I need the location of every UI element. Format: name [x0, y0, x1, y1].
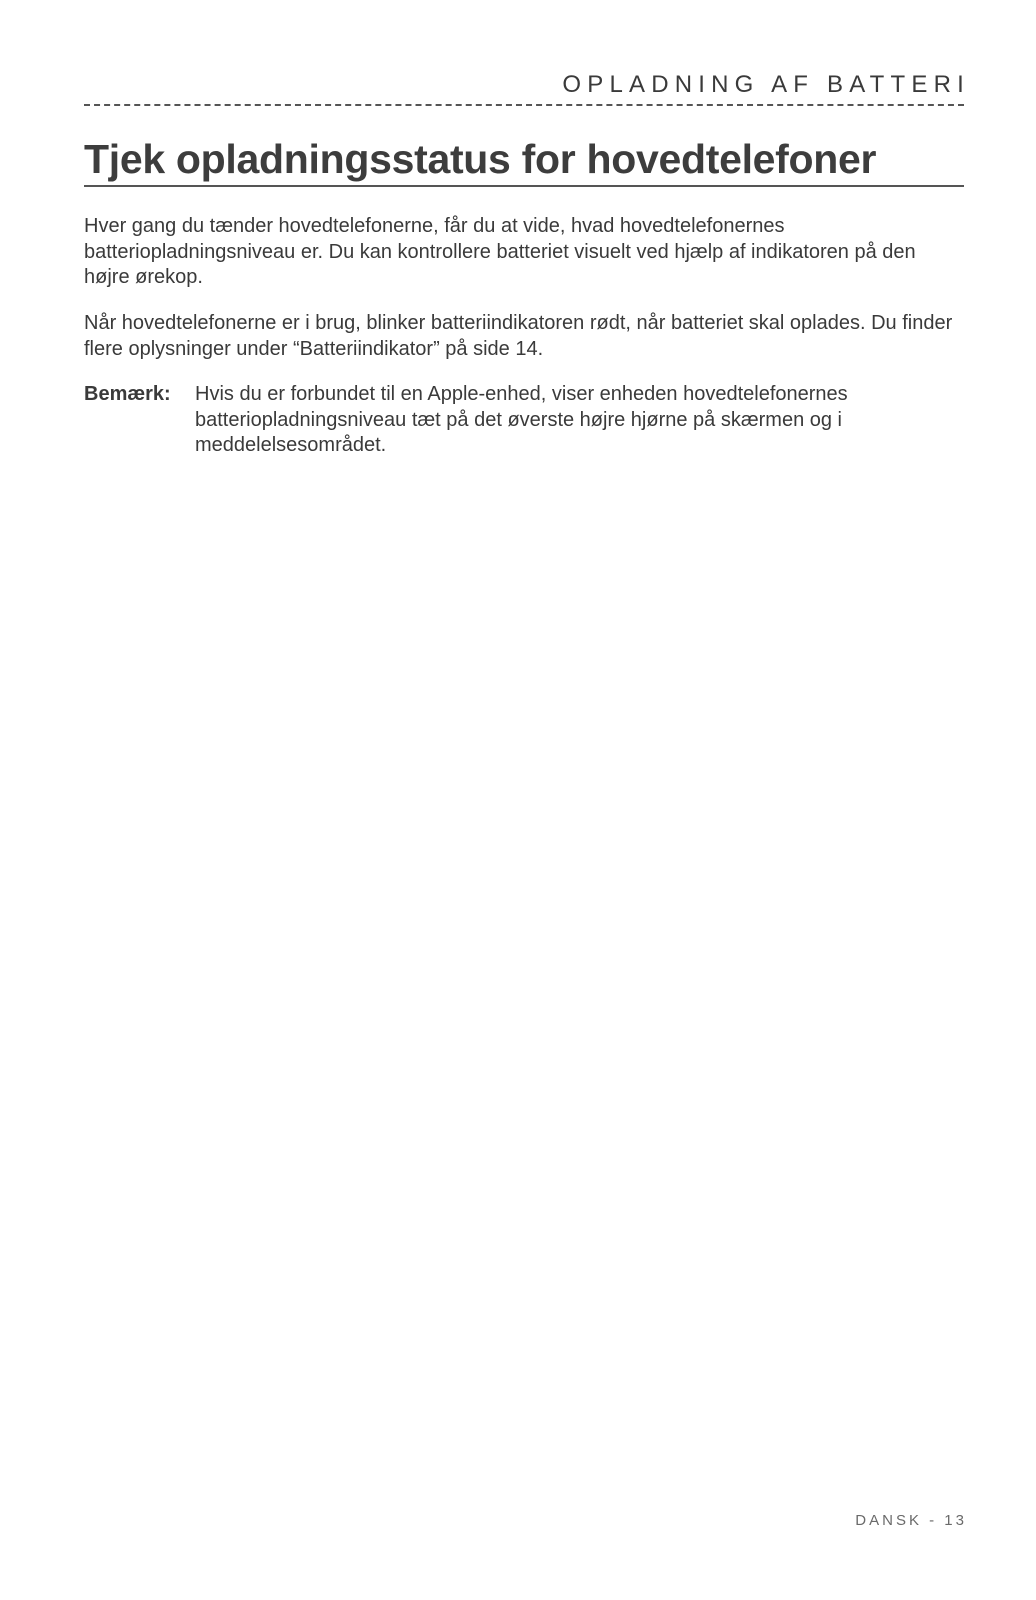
body-paragraph: Når hovedtelefonerne er i brug, blinker batteriindikatoren rødt, når batteriet skal oplades. Du finder flere oplysninger under “Batteriindikator” på side 14.	[84, 312, 953, 360]
body-paragraph: Hver gang du tænder hovedtelefonerne, får du at vide, hvad hovedtelefonernes batteriopladningsniveau er. Du kan kontrollere batteriet visuelt ved hjælp af indikatoren på den højre ørekop.	[84, 215, 916, 288]
title-underline-divider	[84, 185, 964, 187]
page-footer: DANSK - 13	[855, 1512, 967, 1529]
header-dashed-divider	[84, 104, 964, 106]
section-header: OPLADNING AF BATTERI	[562, 71, 970, 98]
note-text: Hvis du er forbundet til en Apple-enhed, viser enheden hovedtelefonernes batteriopladningsniveau tæt på det øverste højre hjørne på skærmen og i meddelelsesområdet.	[195, 383, 848, 456]
page-title: Tjek opladningsstatus for hovedtelefoner	[84, 136, 877, 182]
note-label: Bemærk:	[84, 383, 171, 405]
